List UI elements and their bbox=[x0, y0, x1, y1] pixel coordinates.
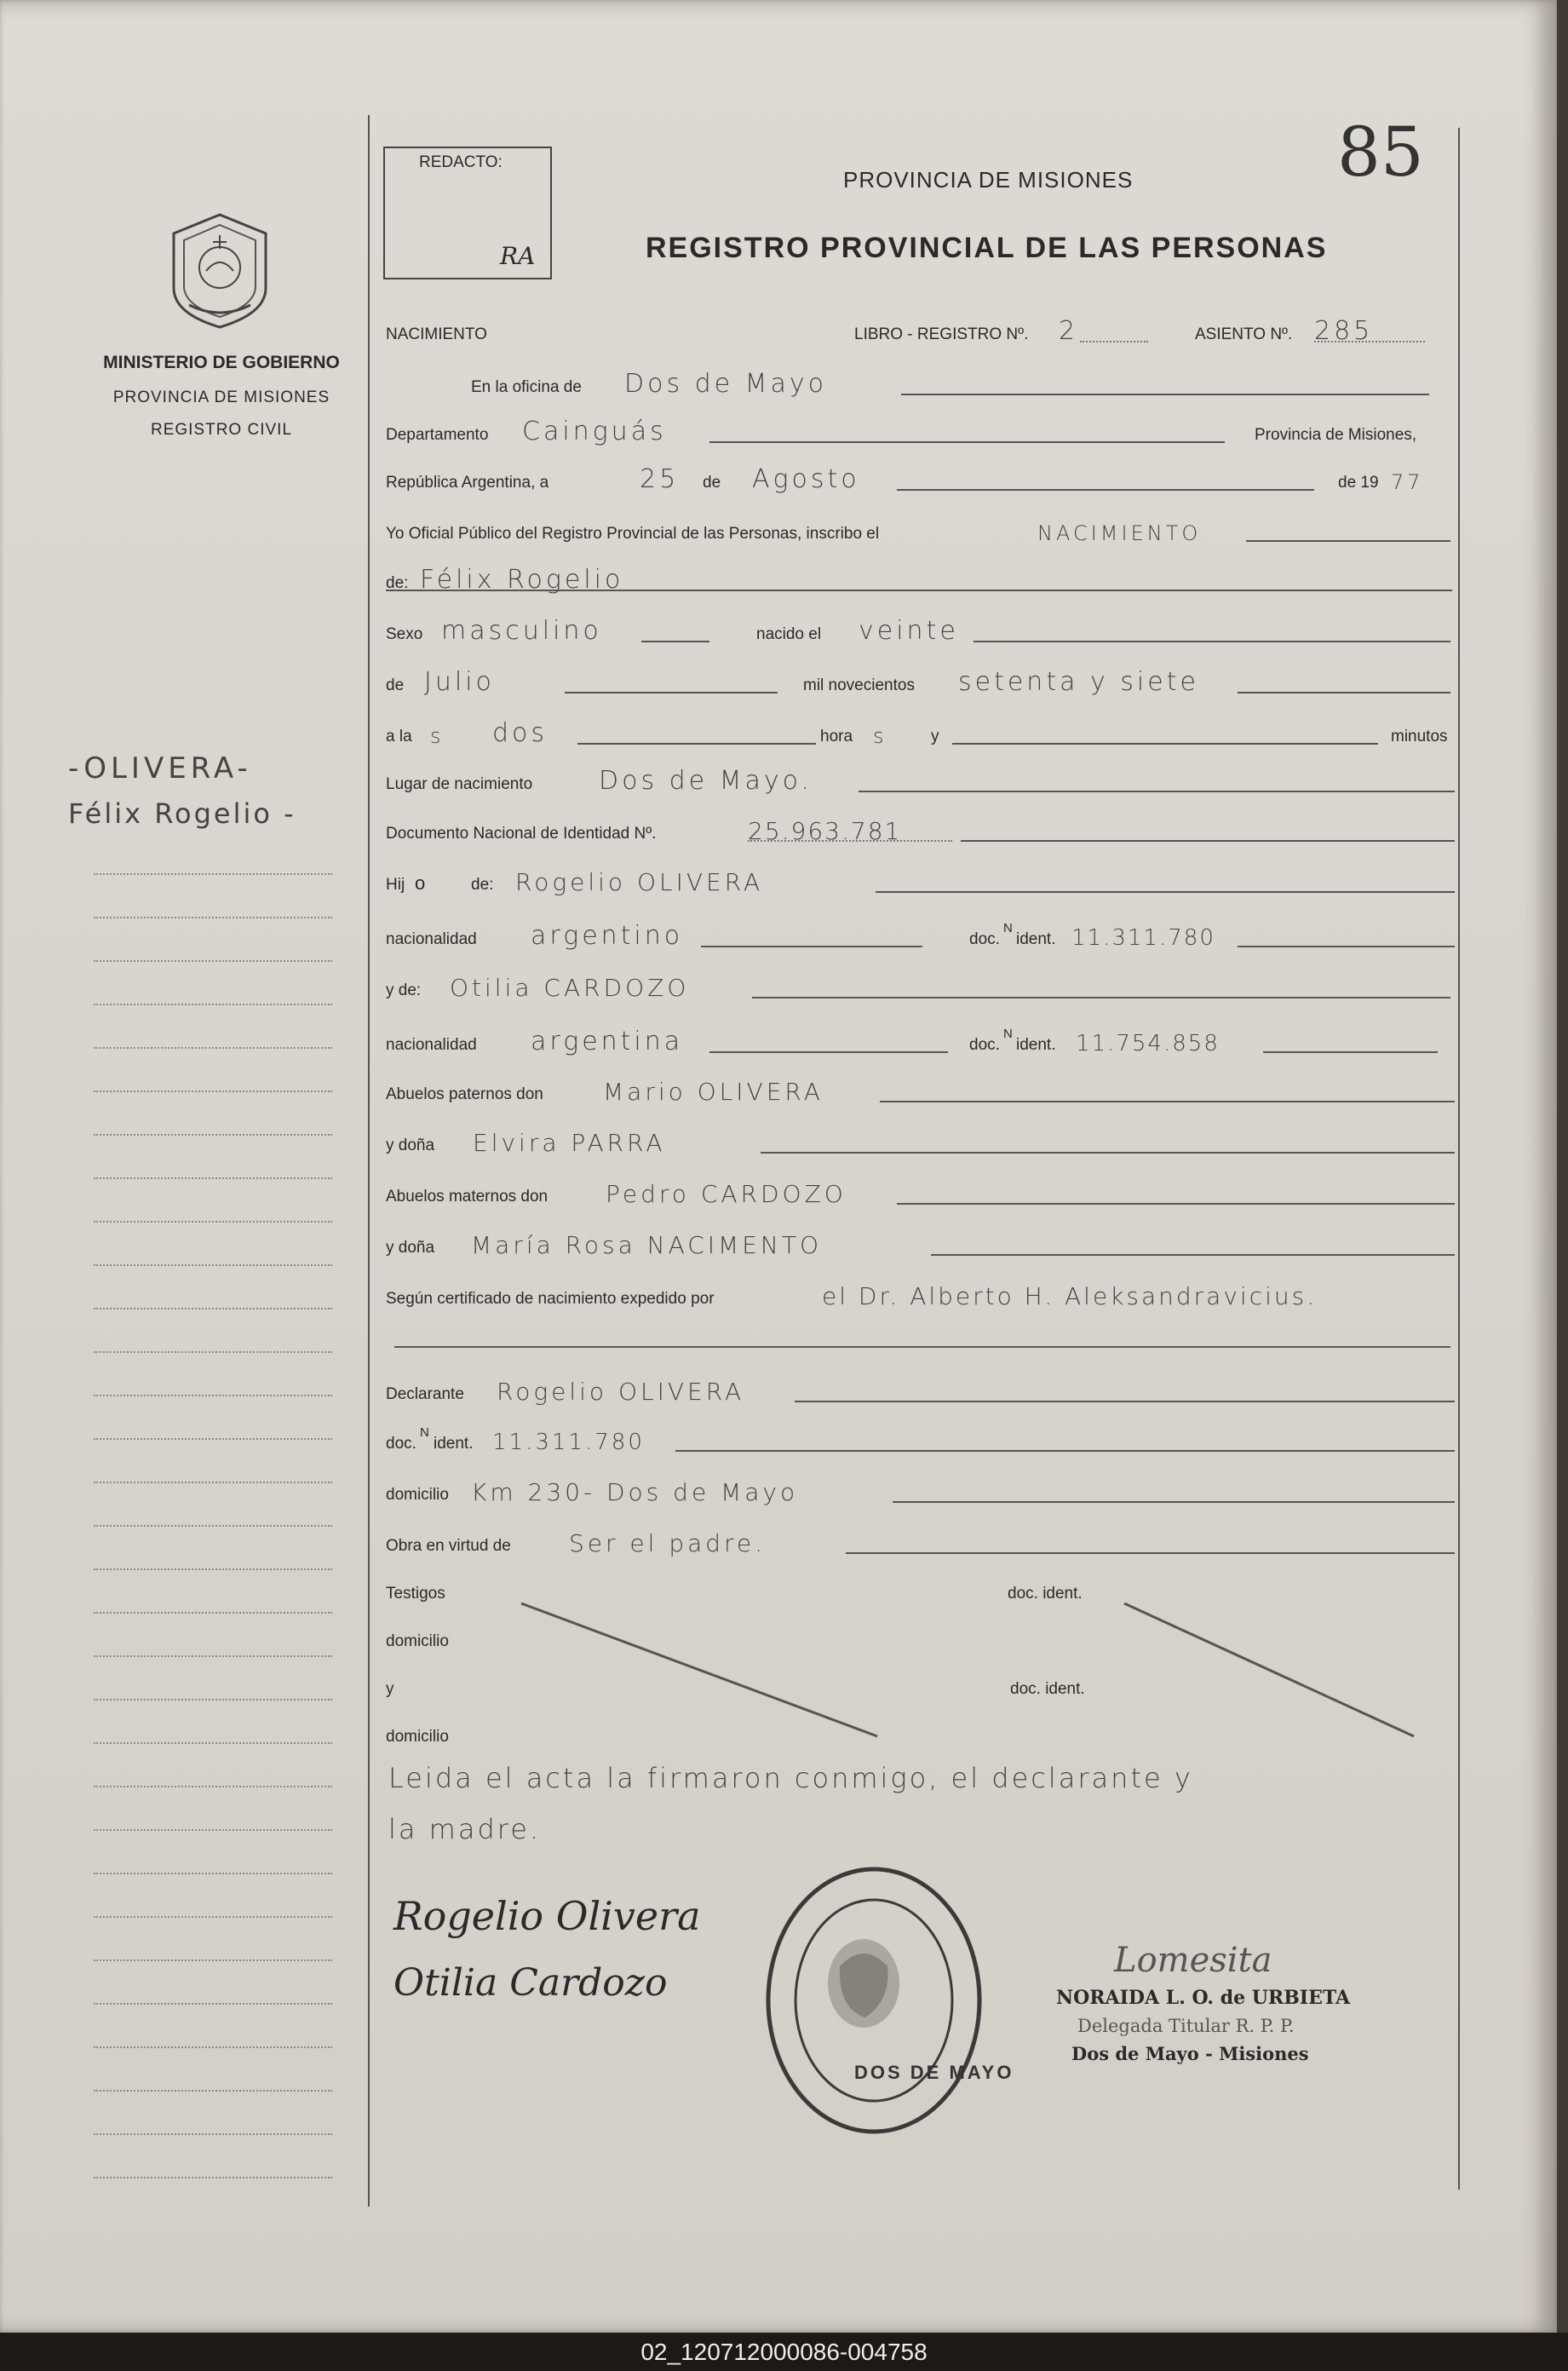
padre-nacionalidad: argentino bbox=[531, 921, 684, 951]
hora-label: hora bbox=[820, 728, 853, 745]
row-fecha bbox=[386, 464, 1456, 496]
fill-line bbox=[1238, 692, 1450, 693]
testigo1-doc-label: doc. ident. bbox=[1008, 1585, 1083, 1603]
decl-ident-label: ident. bbox=[434, 1435, 474, 1453]
padre-doc-value: 11.311.780 bbox=[1071, 925, 1215, 951]
fill-line bbox=[386, 590, 1452, 591]
mother-signature: Otilia Cardozo bbox=[393, 1961, 668, 2005]
date-year: 77 bbox=[1391, 470, 1424, 494]
margin-dotted-line bbox=[94, 1916, 332, 1918]
fill-line bbox=[846, 1552, 1455, 1554]
fill-line bbox=[897, 489, 1314, 491]
official-name: NORAIDA L. O. de URBIETA bbox=[1056, 1987, 1351, 2009]
margin-dotted-line bbox=[94, 1047, 332, 1049]
fill-line bbox=[795, 1401, 1455, 1402]
margin-dotted-line bbox=[94, 1482, 332, 1483]
sexo-value: masculino bbox=[441, 616, 602, 646]
decl-doc-label: doc. bbox=[386, 1435, 416, 1453]
margin-dotted-line bbox=[94, 1612, 332, 1614]
stamp-inner-text: DOS DE MAYO bbox=[854, 2062, 1014, 2083]
ministry-province: PROVINCIA DE MISIONES bbox=[112, 388, 330, 406]
date-year-label: de 19 bbox=[1338, 474, 1379, 492]
abuelos-paternos-label: Abuelos paternos don bbox=[386, 1085, 543, 1103]
madre-nacionalidad: argentina bbox=[531, 1027, 684, 1056]
row-hijo bbox=[386, 868, 1456, 898]
margin-dotted-line bbox=[94, 1134, 332, 1136]
row-madre bbox=[386, 974, 1456, 1004]
row-lugar bbox=[386, 766, 1456, 797]
registry-title: REGISTRO PROVINCIAL DE LAS PERSONAS bbox=[646, 232, 1328, 264]
redacto-label: REDACTO: bbox=[419, 153, 503, 171]
margin-dotted-line bbox=[94, 1960, 332, 1961]
row-nombre bbox=[386, 565, 1456, 596]
declarante-label: Declarante bbox=[386, 1385, 464, 1403]
alas-suffix: s bbox=[430, 724, 442, 748]
hora-value: dos bbox=[492, 718, 549, 748]
y-label: y bbox=[931, 728, 939, 745]
dona-mat-label: y doña bbox=[386, 1239, 435, 1257]
margin-dotted-line bbox=[94, 1873, 332, 1874]
row-padre-nac bbox=[386, 921, 1456, 952]
dni-label: Documento Nacional de Identidad Nº. bbox=[386, 825, 657, 843]
nacido-value: veinte bbox=[859, 616, 959, 646]
margin-dotted-line bbox=[94, 1264, 332, 1266]
fill-line bbox=[675, 1450, 1455, 1452]
declarante-doc: 11.311.780 bbox=[492, 1430, 645, 1455]
abuelo-paterno: Mario OLIVERA bbox=[603, 1078, 824, 1106]
nacido-label: nacido el bbox=[756, 625, 822, 643]
hijo-label: Hij bbox=[386, 876, 405, 894]
testigos-label: Testigos bbox=[386, 1585, 445, 1603]
row-dni bbox=[386, 817, 1456, 847]
lugar-label: Lugar de nacimiento bbox=[386, 775, 533, 793]
oficina-value: Dos de Mayo bbox=[624, 369, 828, 399]
certificado-value: el Dr. Alberto H. Aleksandravicius. bbox=[822, 1282, 1318, 1310]
certificado-extra-line bbox=[394, 1346, 1450, 1348]
padre-ident-label: ident. bbox=[1016, 930, 1056, 948]
margin-dotted-line bbox=[94, 1568, 332, 1570]
official-role: Delegada Titular R. P. P. bbox=[1077, 2016, 1295, 2036]
official-place: Dos de Mayo - Misiones bbox=[1071, 2043, 1309, 2064]
asiento-value: 285 bbox=[1314, 316, 1374, 346]
row-hora bbox=[386, 718, 1456, 750]
margin-dotted-line bbox=[94, 2003, 332, 2005]
provincia-suffix: Provincia de Misiones, bbox=[1255, 426, 1417, 444]
row-departamento bbox=[386, 417, 1456, 448]
row-mes bbox=[386, 667, 1456, 699]
leida-line-2: la madre. bbox=[388, 1813, 542, 1845]
date-month: Agosto bbox=[752, 464, 860, 494]
margin-dotted-line bbox=[94, 1308, 332, 1309]
oficina-label: En la oficina de bbox=[471, 378, 582, 396]
image-caption: 02_120712000086-004758 bbox=[0, 2333, 1568, 2371]
inscribo-value: NACIMIENTO bbox=[1037, 521, 1202, 545]
fill-line bbox=[961, 840, 1455, 842]
row-libro bbox=[386, 316, 1456, 348]
fill-line bbox=[952, 743, 1378, 745]
fill-line bbox=[897, 1203, 1455, 1205]
dni-value: 25.963.781 bbox=[748, 817, 902, 845]
row-oficina bbox=[386, 369, 1456, 400]
margin-dotted-line bbox=[94, 2177, 332, 2178]
fill-line bbox=[859, 791, 1455, 792]
mes-de-label: de bbox=[386, 676, 405, 694]
margin-dotted-line bbox=[94, 1786, 332, 1787]
official-stamp-icon bbox=[763, 1864, 985, 2137]
fill-line bbox=[876, 891, 1455, 893]
row-certificado bbox=[386, 1282, 1456, 1312]
departamento-value: Cainguás bbox=[522, 417, 667, 446]
decl-doc-sup: N bbox=[420, 1425, 429, 1440]
margin-dotted-line bbox=[94, 1438, 332, 1440]
margin-dotted-line bbox=[94, 873, 332, 875]
fill-line bbox=[931, 1254, 1455, 1256]
padre-nac-label: nacionalidad bbox=[386, 930, 477, 948]
margin-dotted-line bbox=[94, 1091, 332, 1092]
mil-label: mil novecientos bbox=[803, 676, 915, 694]
row-madre-nac bbox=[386, 1027, 1456, 1058]
madre-doc-label: doc. bbox=[969, 1036, 1000, 1054]
fill-line bbox=[1238, 946, 1455, 947]
fill-line bbox=[761, 1152, 1455, 1154]
margin-dotted-line bbox=[94, 2046, 332, 2048]
margin-dotted-line bbox=[94, 2090, 332, 2092]
republica-label: República Argentina, a bbox=[386, 474, 549, 492]
row-abuelo-mat bbox=[386, 1180, 1456, 1210]
libro-value: 2 bbox=[1059, 316, 1079, 346]
abuelo-materno: Pedro CARDOZO bbox=[606, 1180, 847, 1208]
record-type-label: NACIMIENTO bbox=[386, 325, 487, 343]
ministry-registry: REGISTRO CIVIL bbox=[150, 421, 293, 439]
fill-line bbox=[893, 1501, 1455, 1503]
row-abuelo-pat bbox=[386, 1078, 1456, 1108]
fill-line bbox=[901, 394, 1429, 395]
margin-dotted-line bbox=[94, 2133, 332, 2135]
margin-dotted-line bbox=[94, 1351, 332, 1353]
margin-dotted-line bbox=[94, 1395, 332, 1396]
ministry-title: MINISTERIO DE GOBIERNO bbox=[103, 353, 340, 372]
coat-of-arms-icon bbox=[164, 211, 276, 331]
abuela-paterna: Elvira PARRA bbox=[473, 1129, 666, 1157]
dotted-line bbox=[1314, 341, 1425, 342]
obra-label: Obra en virtud de bbox=[386, 1537, 511, 1555]
margin-surname: -OLIVERA- bbox=[68, 751, 252, 786]
official-signature: Lomesita bbox=[1114, 1941, 1272, 1980]
abuelos-maternos-label: Abuelos maternos don bbox=[386, 1188, 549, 1206]
departamento-label: Departamento bbox=[386, 426, 489, 444]
margin-dotted-line bbox=[94, 1699, 332, 1701]
minutos-label: minutos bbox=[1391, 728, 1448, 745]
row-declarante-doc bbox=[386, 1425, 1456, 1457]
fill-line bbox=[1263, 1051, 1438, 1053]
father-signature: Rogelio Olivera bbox=[393, 1893, 701, 1939]
testigo1-domicilio-label: domicilio bbox=[386, 1632, 449, 1650]
domicilio-label: domicilio bbox=[386, 1486, 449, 1504]
testigo2-domicilio-label: domicilio bbox=[386, 1728, 449, 1746]
fill-line bbox=[577, 743, 816, 745]
date-day: 25 bbox=[640, 464, 680, 494]
fill-line bbox=[752, 997, 1450, 998]
inscribo-label: Yo Oficial Público del Registro Provincial de las Personas, inscribo el bbox=[386, 525, 880, 543]
margin-dotted-line bbox=[94, 1525, 332, 1527]
margin-dotted-line bbox=[94, 960, 332, 962]
abuela-materna: María Rosa NACIMENTO bbox=[471, 1231, 822, 1259]
margin-dotted-line bbox=[94, 1742, 332, 1744]
leida-line-1: Leida el acta la firmaron conmigo, el declarante y bbox=[388, 1762, 1193, 1794]
row-inscribo bbox=[386, 521, 1456, 547]
declarante-value: Rogelio OLIVERA bbox=[497, 1378, 745, 1406]
margin-dotted-line bbox=[94, 1655, 332, 1657]
row-abuela-pat bbox=[386, 1129, 1456, 1159]
dotted-line bbox=[748, 840, 952, 842]
right-vertical-rule bbox=[1458, 128, 1460, 2190]
row-obra bbox=[386, 1529, 1456, 1559]
madre-value: Otilia CARDOZO bbox=[450, 974, 690, 1002]
fill-line bbox=[709, 441, 1225, 443]
row-domicilio bbox=[386, 1478, 1456, 1508]
row-abuela-mat bbox=[386, 1231, 1456, 1261]
padre-value: Rogelio OLIVERA bbox=[515, 868, 764, 896]
fill-line bbox=[565, 692, 778, 693]
row-declarante bbox=[386, 1378, 1456, 1407]
margin-dotted-line bbox=[94, 917, 332, 918]
fill-line bbox=[974, 641, 1450, 642]
madre-doc-sup: N bbox=[1003, 1027, 1013, 1041]
madre-ident-label: ident. bbox=[1016, 1036, 1056, 1054]
lugar-value: Dos de Mayo. bbox=[599, 766, 813, 796]
padre-doc-label: doc. bbox=[969, 930, 1000, 948]
margin-dotted-line bbox=[94, 1221, 332, 1223]
libro-label: LIBRO - REGISTRO Nº. bbox=[854, 325, 1029, 343]
hijo-de-label: de: bbox=[471, 876, 494, 894]
fill-line bbox=[709, 1051, 948, 1053]
hora-suffix: s bbox=[873, 724, 887, 748]
margin-dotted-line bbox=[94, 1177, 332, 1179]
madre-doc-value: 11.754.858 bbox=[1076, 1031, 1220, 1056]
madre-nac-label: nacionalidad bbox=[386, 1036, 477, 1054]
obra-value: Ser el padre. bbox=[569, 1529, 767, 1557]
certificado-label: Según certificado de nacimiento expedido por bbox=[386, 1290, 715, 1308]
mes-value: Julio bbox=[424, 667, 495, 697]
page-number: 85 bbox=[1337, 112, 1424, 192]
alas-label: a la bbox=[386, 728, 412, 745]
margin-dotted-line bbox=[94, 1004, 332, 1005]
margin-dotted-line bbox=[94, 1829, 332, 1831]
dona-pat-label: y doña bbox=[386, 1137, 435, 1154]
fill-line bbox=[641, 641, 709, 642]
header-province: PROVINCIA DE MISIONES bbox=[843, 167, 1134, 193]
name-value: Félix Rogelio bbox=[420, 565, 624, 595]
name-de-label: de: bbox=[386, 574, 409, 592]
hijo-suffix: o bbox=[415, 872, 426, 894]
padre-doc-sup: N bbox=[1003, 921, 1013, 935]
testigo2-doc-label: doc. ident. bbox=[1010, 1680, 1085, 1698]
testigo2-y-label: y bbox=[386, 1680, 394, 1698]
madre-de-label: y de: bbox=[386, 981, 422, 999]
asiento-label: ASIENTO Nº. bbox=[1195, 325, 1293, 343]
date-de: de bbox=[703, 474, 721, 492]
redacto-box bbox=[383, 147, 552, 279]
fill-line bbox=[880, 1101, 1455, 1102]
margin-given-names: Félix Rogelio - bbox=[68, 797, 296, 830]
cancel-strokes bbox=[511, 1593, 1431, 1747]
row-sexo bbox=[386, 616, 1456, 647]
anio-value: setenta y siete bbox=[958, 667, 1199, 697]
sexo-label: Sexo bbox=[386, 625, 423, 643]
fill-line bbox=[701, 946, 922, 947]
redacto-initials: RA bbox=[500, 242, 536, 270]
dotted-line bbox=[1080, 341, 1148, 342]
domicilio-value: Km 230- Dos de Mayo bbox=[471, 1478, 799, 1506]
fill-line bbox=[1246, 540, 1450, 542]
